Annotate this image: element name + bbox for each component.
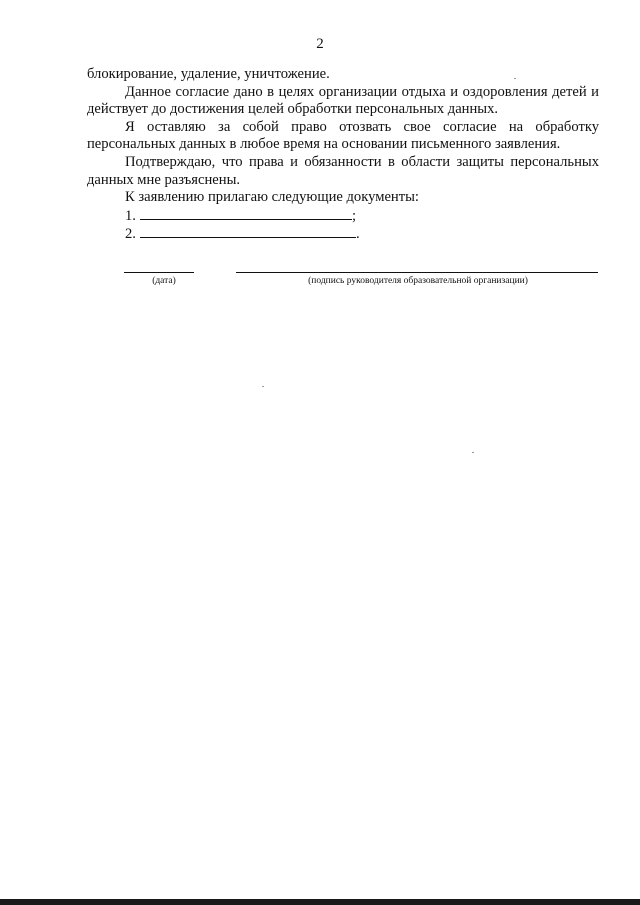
page-number: 2 [316,36,324,52]
attachment-item-2 [87,225,599,244]
attachment-number: 1. [125,207,136,224]
attachment-number: 2. [125,226,136,243]
scan-speck [472,452,474,453]
date-caption: (дата) [152,276,176,286]
attachment-item-1 [87,207,599,226]
scan-speck [514,78,516,79]
paragraph-continuation: блокирование, удаление, уничтожение. [87,66,330,82]
attachment-blank-field[interactable] [140,207,352,220]
attachment-blank-field[interactable] [140,225,356,238]
attachment-terminator: . [355,226,360,243]
attachment-terminator: ; [351,207,357,224]
head-signature-line[interactable] [236,272,598,273]
paragraph-attachments-intro: К заявлению прилагаю следующие документы: [125,189,419,206]
paragraph-confirmation: Подтверждаю, что права и обязанности в области защиты персональных данных мне разъяснены. [87,153,599,188]
paragraph-revocation: Я оставляю за собой право отозвать свое согласие на обработку персональных данных в любое время на основании письменного заявления. [87,118,599,153]
paragraph-purpose: Данное согласие дано в целях организации отдыха и оздоровления детей и действует до достижения целей обработки персональных данных. [87,83,599,118]
date-signature-line[interactable] [124,272,194,273]
signature-caption: (подпись руководителя образовательной организации) [308,276,528,286]
scan-bottom-edge [0,899,640,905]
document-body [87,66,599,244]
scan-speck [262,386,264,387]
